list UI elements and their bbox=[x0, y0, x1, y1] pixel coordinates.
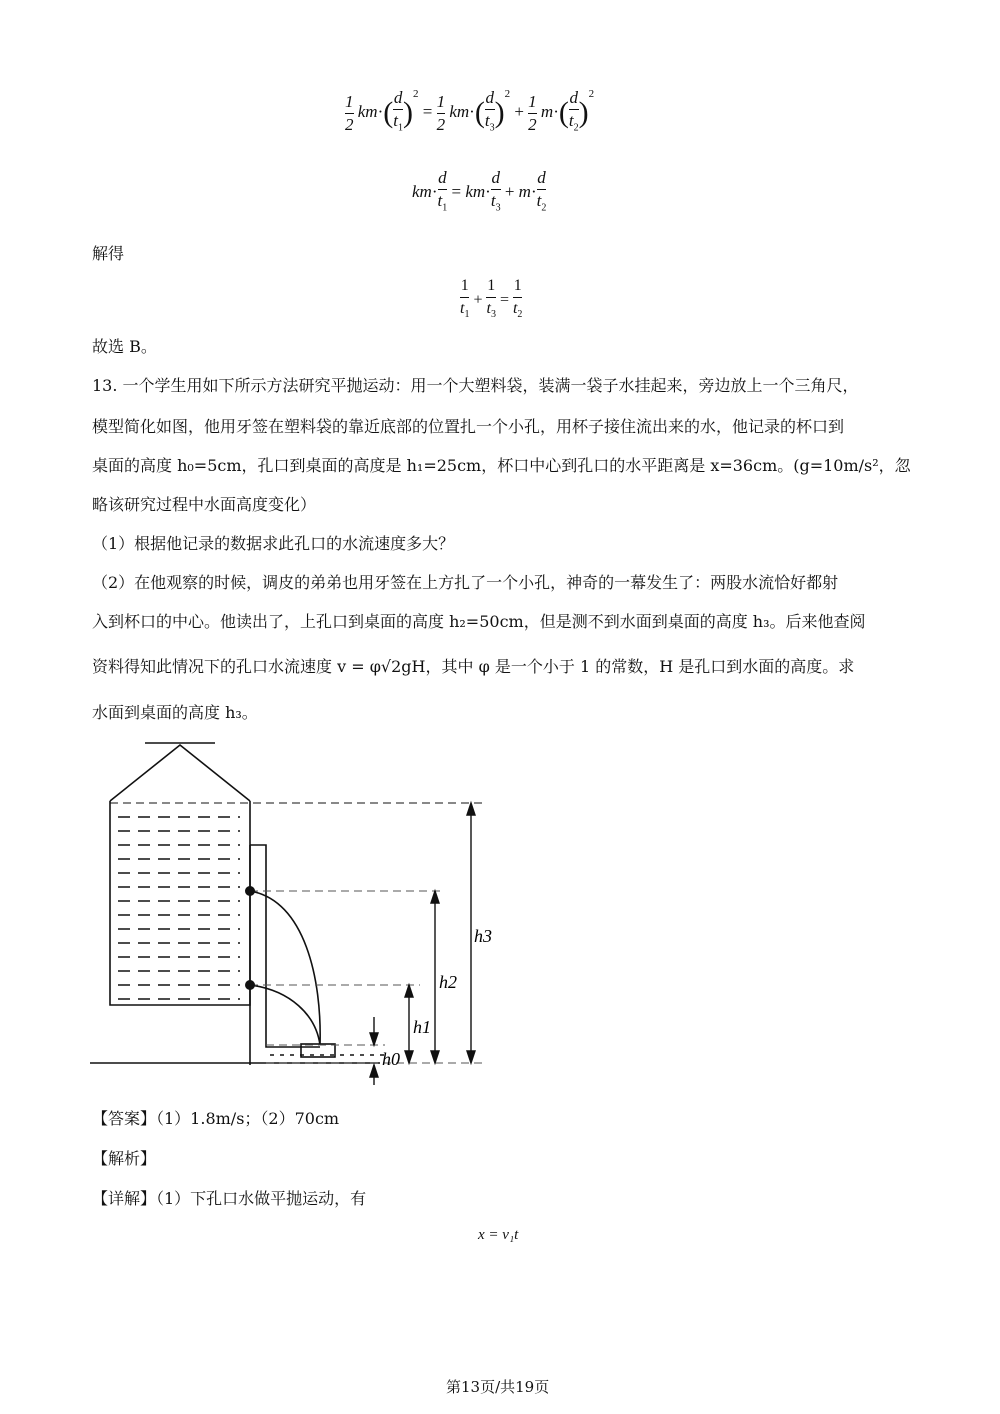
lower-stream bbox=[250, 985, 320, 1045]
equation-momentum: km· $\frac{d}{t_1}$ = km· $\frac{d}{t_3}$ + m· $\frac{d}{t_2}$ bbox=[412, 168, 547, 214]
water-fill bbox=[118, 817, 390, 1055]
bag-top bbox=[110, 745, 250, 801]
q13-line1: 13. 一个学生用如下所示方法研究平抛运动：用一个大塑料袋，装满一袋子水挂起来，旁边放上一个三角尺， bbox=[92, 376, 859, 395]
equation-horizontal: x = v₁t bbox=[478, 1227, 519, 1243]
q13-part2-line1: （2）在他观察的时候，调皮的弟弟也用牙签在上方扎了一个小孔，神奇的一幕发生了：两股水流恰好都射 bbox=[92, 573, 839, 592]
dimension-arrows bbox=[370, 803, 475, 1085]
analysis-label: 【解析】 bbox=[92, 1149, 157, 1168]
q13-part2-line2: 入到杯口的中心。他读出了，上孔口到桌面的高度 h₂=50cm，但是测不到水面到桌面的高度 h₃。后来他查阅 bbox=[92, 612, 866, 631]
label-h2: h2 bbox=[439, 972, 457, 992]
label-h3: h3 bbox=[474, 926, 492, 946]
q13-line4: 略该研究过程中水面高度变化） bbox=[92, 495, 317, 514]
equation-energy: $\frac{1}{2}$ km·( $\frac{d}{t_1}$ )$^2$ = $\frac{1}{2}$ km·( $\frac{d}{t_3}$ )$^2$ + $\frac{1}{2}$ m·( $\frac{d}{t_2}$ )$^2$ bbox=[345, 88, 595, 134]
lower-hole bbox=[245, 980, 255, 990]
q13-line2: 模型简化如图，他用牙签在塑料袋的靠近底部的位置扎一个小孔，用杯子接住流出来的水，他记录的杯口到 bbox=[92, 417, 845, 436]
cup bbox=[301, 1044, 335, 1057]
solve-label: 解得 bbox=[92, 244, 125, 263]
label-h0: h0 bbox=[382, 1049, 400, 1069]
detail-line: 【详解】（1）下孔口水做平抛运动，有 bbox=[92, 1189, 367, 1208]
water-bag-diagram bbox=[90, 735, 510, 1095]
q13-part2-line3: 资料得知此情况下的孔口水流速度 v = φ√2gH，其中 φ 是一个小于 1 的常数，H 是孔口到水面的高度。求 bbox=[92, 657, 855, 676]
q13-line3: 桌面的高度 h₀=5cm，孔口到桌面的高度是 h₁=25cm，杯口中心到孔口的水平距离是 x=36cm。(g=10m/s²，忽 bbox=[92, 456, 911, 475]
q13-part1: （1）根据他记录的数据求此孔口的水流速度多大？ bbox=[92, 534, 455, 553]
q13-part2-line4: 水面到桌面的高度 h₃。 bbox=[92, 703, 258, 722]
choice-conclusion: 故选 B。 bbox=[92, 337, 157, 356]
upper-hole bbox=[245, 886, 255, 896]
page-footer: 第13页/共19页 bbox=[446, 1378, 550, 1396]
answer-line: 【答案】（1）1.8m/s；（2）70cm bbox=[92, 1109, 340, 1128]
label-h1: h1 bbox=[413, 1017, 431, 1037]
upper-stream bbox=[250, 891, 320, 1045]
equation-result: $\frac{1}{t_1}$ + $\frac{1}{t_3}$ = $\frac{1}{t_2}$ bbox=[460, 277, 523, 321]
